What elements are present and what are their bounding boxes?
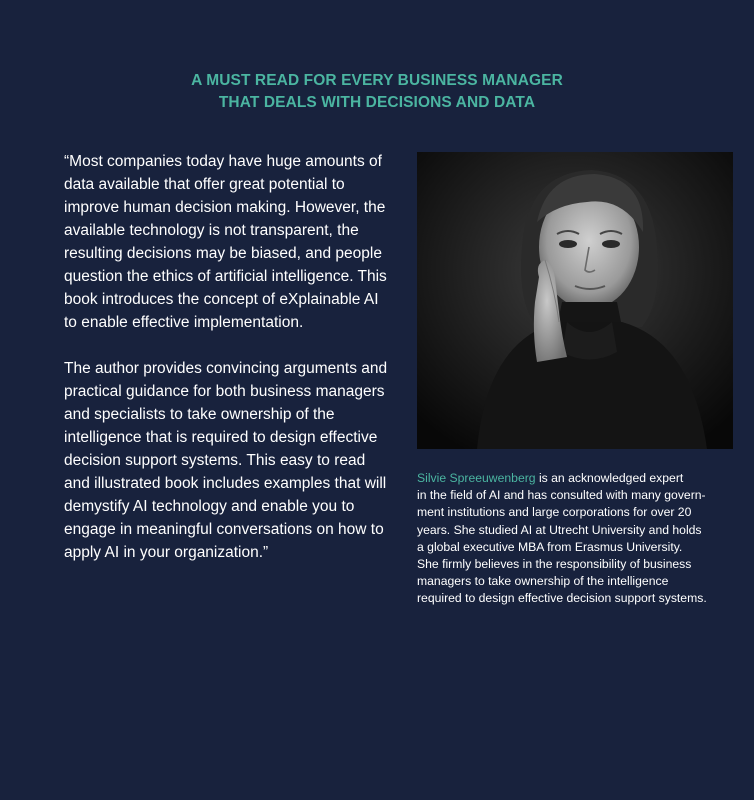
- bio-line-6: She firmly believes in the responsibility of business: [417, 557, 692, 572]
- author-photo: [417, 152, 733, 449]
- bio-line-5: a global executive MBA from Erasmus University.: [417, 539, 683, 554]
- bio-line-1: [417, 470, 737, 487]
- quote-paragraph-1: “Most companies today have huge amounts of data available that offer great potential to improve human decision making. However, the available technology is not transparent, the resulting decisions may be biased, and people question the ethics of artificial intelligence. This book introduces the concept of eXplainable AI to enable effective implementation.: [64, 153, 387, 331]
- bio-line-2: in the field of AI and has consulted with many govern-: [417, 488, 706, 503]
- bio-line-1-rest: is an acknowledged expert: [535, 471, 684, 485]
- headline-line-2: THAT DEALS WITH DECISIONS AND DATA: [218, 94, 536, 111]
- headline-line-1: A MUST READ FOR EVERY BUSINESS MANAGER: [191, 72, 563, 89]
- bio-line-3: ment institutions and large corporations for over 20: [417, 505, 692, 520]
- headline: [0, 70, 754, 114]
- book-quote: [64, 150, 394, 587]
- bio-line-4: years. She studied AI at Utrecht University and holds: [417, 522, 702, 537]
- bio-line-7: managers to take ownership of the intelligence: [417, 574, 669, 589]
- author-portrait-illustration: [417, 152, 733, 449]
- bio-line-8: required to design effective decision support systems.: [417, 591, 707, 606]
- author-name: Silvie Spreeuwenberg: [417, 471, 536, 485]
- author-bio: [417, 470, 737, 608]
- quote-paragraph-2: The author provides convincing arguments and practical guidance for both business managers and specialists to take ownership of the intelligence that is required to design effective decision support systems. This easy to read and illustrated book includes examples that will demystify AI technology and enable you to engage in meaningful conversations on how to apply AI in your organization.”: [64, 360, 388, 561]
